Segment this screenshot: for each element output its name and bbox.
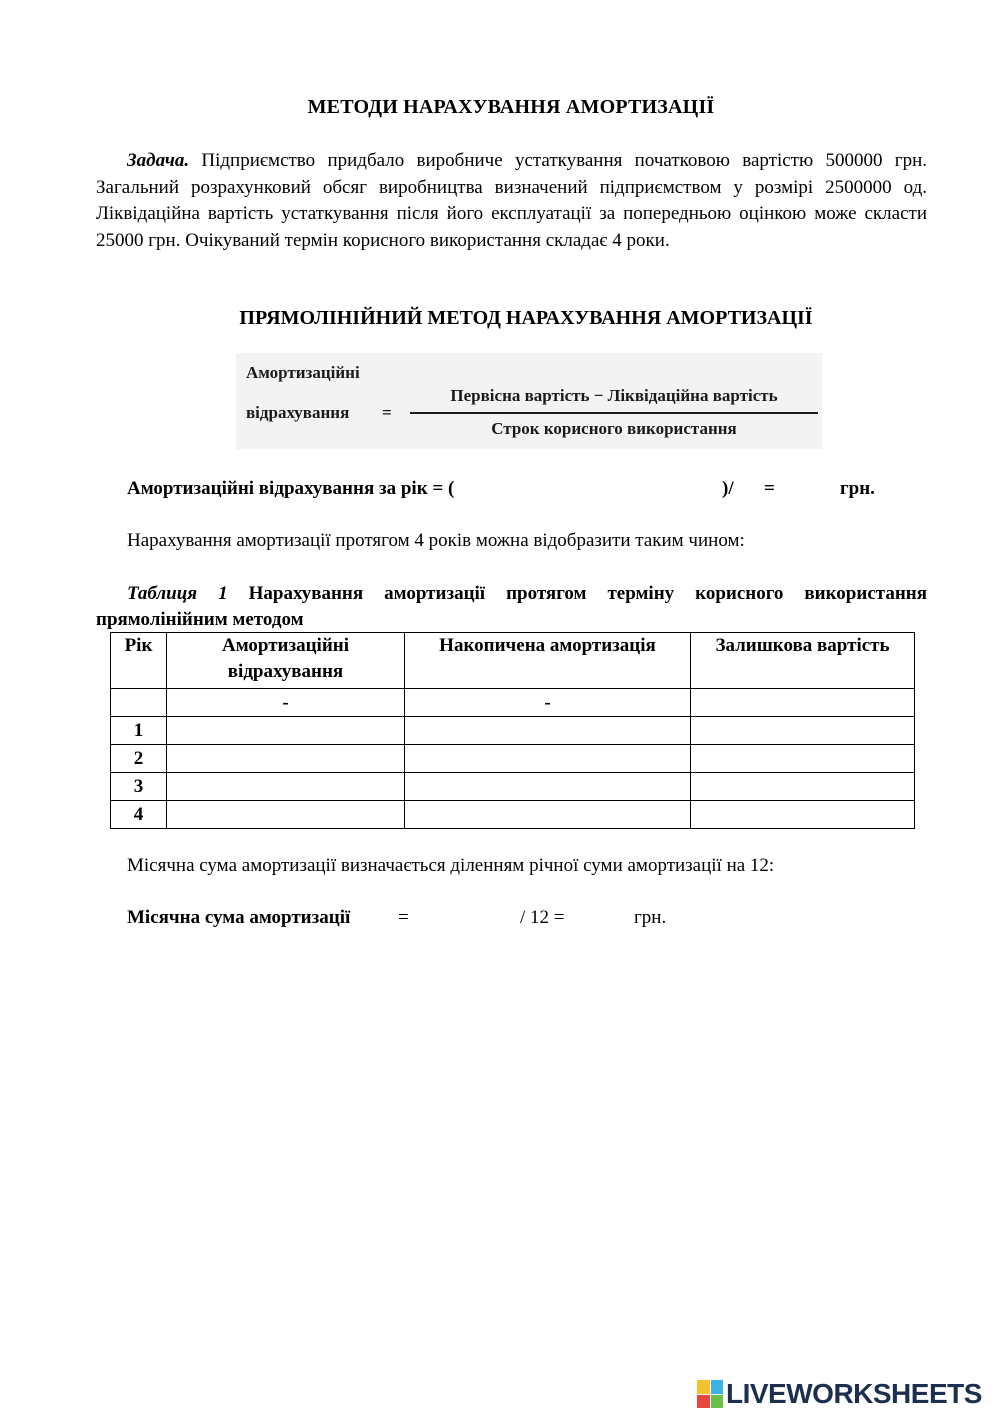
- formula-lhs-line1: Амортизаційні: [246, 363, 360, 382]
- liveworksheets-wordmark: LIVEWORKSHEETS: [726, 1378, 982, 1409]
- cell-residual[interactable]: [691, 745, 915, 773]
- task-label: Задача.: [127, 150, 190, 171]
- annual-line-label: Амортизаційні відрахування за рік = (: [127, 478, 455, 499]
- formula-image: [236, 353, 822, 449]
- annual-line-equals: =: [764, 478, 775, 499]
- table-caption: [96, 581, 927, 633]
- cell-accumulated[interactable]: [405, 717, 691, 745]
- annual-line-close: )/: [722, 478, 734, 499]
- formula-denominator: Строк корисного використання: [491, 419, 737, 438]
- liveworksheets-logo[interactable]: [697, 1377, 982, 1411]
- task-paragraph: [96, 148, 927, 254]
- cell-year: 2: [111, 745, 167, 773]
- logo-square-red: [697, 1395, 710, 1409]
- liveworksheets-icon: [697, 1380, 723, 1408]
- annual-line-unit: грн.: [840, 478, 875, 499]
- intro-text: Нарахування амортизації протягом 4 років можна відобразити таким чином:: [127, 530, 745, 551]
- table-row: [111, 717, 915, 745]
- amortization-table: [110, 632, 915, 829]
- formula-equals: =: [382, 403, 392, 422]
- cell-residual[interactable]: [691, 689, 915, 717]
- cell-depreciation[interactable]: [167, 745, 405, 773]
- header-residual: Залишкова вартість: [691, 633, 915, 689]
- cell-depreciation[interactable]: [167, 773, 405, 801]
- cell-depreciation[interactable]: [167, 801, 405, 829]
- cell-accumulated[interactable]: [405, 773, 691, 801]
- monthly-line-label: Місячна сума амортизації: [127, 907, 351, 928]
- formula-lhs-line2: відрахування: [246, 403, 350, 422]
- header-year: Рік: [111, 633, 167, 689]
- cell-accumulated[interactable]: [405, 745, 691, 773]
- cell-year: 3: [111, 773, 167, 801]
- cell-accumulated: -: [405, 689, 691, 717]
- cell-depreciation[interactable]: [167, 717, 405, 745]
- table-caption-text: Нарахування амортизації протягом терміну корисного використання прямолінійним методом: [96, 583, 927, 630]
- section-subtitle: ПРЯМОЛІНІЙНИЙ МЕТОД НАРАХУВАННЯ АМОРТИЗАЦІЇ: [239, 307, 813, 329]
- cell-year: [111, 689, 167, 717]
- page-title: МЕТОДИ НАРАХУВАННЯ АМОРТИЗАЦІЇ: [307, 96, 715, 118]
- monthly-line-divisor: / 12 =: [520, 907, 565, 928]
- logo-square-yellow: [697, 1380, 710, 1394]
- table-caption-label: Таблиця 1: [127, 583, 228, 604]
- cell-residual[interactable]: [691, 773, 915, 801]
- cell-residual[interactable]: [691, 801, 915, 829]
- cell-accumulated[interactable]: [405, 801, 691, 829]
- formula-numerator: Первісна вартість − Ліквідаційна вартість: [450, 386, 778, 405]
- header-depreciation: Амортизаційні відрахування: [167, 633, 405, 689]
- monthly-intro-text: Місячна сума амортизації визначається діленням річної суми амортизації на 12:: [127, 855, 775, 876]
- table-row: [111, 745, 915, 773]
- header-accumulated: Накопичена амортизація: [405, 633, 691, 689]
- logo-square-green: [711, 1395, 724, 1409]
- cell-depreciation: -: [167, 689, 405, 717]
- task-text: Підприємство придбало виробниче устаткування початковою вартістю 500000 грн. Загальний розрахунковий обсяг виробництва визначений підприємством у розмірі 2500000 од. Ліквідаційна вартість устаткування після його експлуатації за попередньою оцінкою може скласти 25000 грн. Очікуваний термін корисного використання складає 4 роки.: [96, 150, 927, 251]
- monthly-line-unit: грн.: [634, 907, 667, 928]
- cell-year: 1: [111, 717, 167, 745]
- table-row: [111, 773, 915, 801]
- cell-residual[interactable]: [691, 717, 915, 745]
- table-row: [111, 801, 915, 829]
- table-header-row: [111, 633, 915, 689]
- table-row: [111, 689, 915, 717]
- cell-year: 4: [111, 801, 167, 829]
- formula-fraction-bar: [410, 412, 818, 414]
- logo-square-blue: [711, 1380, 724, 1394]
- monthly-line-equals: =: [398, 907, 409, 928]
